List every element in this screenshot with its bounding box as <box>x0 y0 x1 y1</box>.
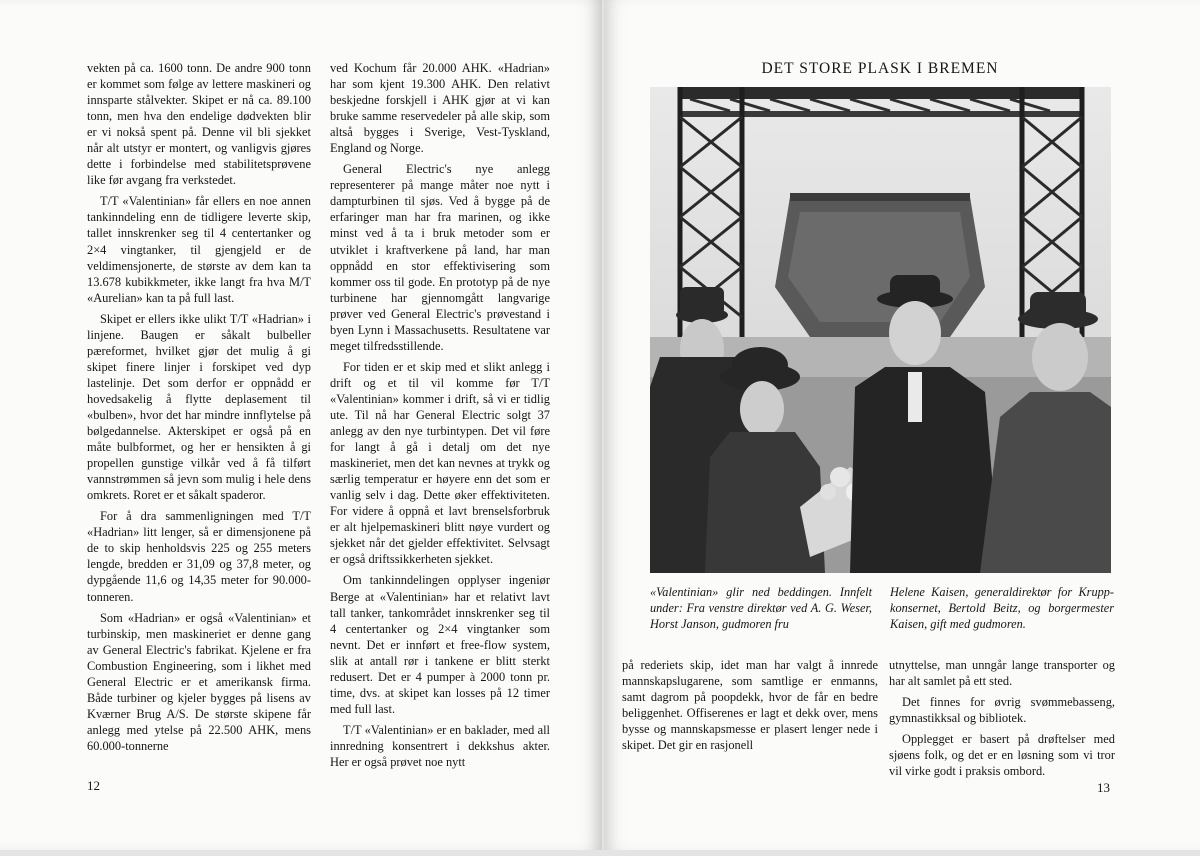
paragraph: Skipet er ellers ikke ulikt T/T «Hadrian» i linjene. Baugen er såkalt bulbeller pæreformet, hvilket gjør det mulig å gi skipet finere linjer i forskipet ved dyp lastelinje. Det som derfor er oppnådd er hovedsakelig å flytte deplasement til «bulben», hvor det har mindre innflytelse på bølgedannelse. Akterskipet er også på en måte bulbformet, og her er hensikten å gi propellen gunstige vilkår ved å få tilført vannstrømmen så jevn som mulig i hele dens omkrets. Roret er et såkalt spaderor. <box>87 311 311 503</box>
paragraph: ved Kochum får 20.000 AHK. «Hadrian» har som kjent 19.300 AHK. Den relativt beskjedne forskjell i AHK gjør at vi kan bruke samme reservedeler på alle skip, som altså bygges i Sverige, Vest-Tyskland, England og Norge. <box>330 61 550 156</box>
photo-caption-left: «Valentinian» glir ned beddingen. Innfelt under: Fra venstre direktør ved A. G. Weser, Horst Janson, gudmoren fru <box>650 585 872 631</box>
page-headline: DET STORE PLASK I BREMEN <box>761 60 999 77</box>
photo-caption-right: Helene Kaisen, generaldirektør for Krupp-konsernet, Bertold Beitz, og borgermester Kaisen, gift med gudmoren. <box>890 585 1114 631</box>
paragraph: vekten på ca. 1600 tonn. De andre 900 tonn er kommet som følge av lettere maskineri og innsparte stålvekter. Skipet er nå ca. 89.100 tonn, men hva den endelige dødvekten blir er vi nokså spent på. Denne vil bli sjekket når alt utstyr er montert, og vanligvis gjøres dette i forbindelse med stabilitetsprøvene like før avgang fra verkstedet. <box>87 61 311 188</box>
paragraph: Om tankinndelingen opplyser ingeniør Berge at «Valentinian» har et relativt lavt tall tanker, tankområdet innskrenker seg til 4 centertanker og 2×4 vingtanker som nevnt. Det er innført et free-flow system, slik at antall rør i tankene er blitt sterkt redusert. Det er 4 pumper à 2000 tonn pr. time, dvs. at skipet kan losses på 12 timer med full last. <box>330 573 550 716</box>
text-column-2 <box>330 60 550 775</box>
text-column-1 <box>87 60 311 759</box>
left-page <box>0 0 602 850</box>
ship-launch-image <box>650 87 1111 573</box>
paragraph: For å dra sammenligningen med T/T «Hadrian» litt lenger, så er dimensjonene på de to skip henholdsvis 225 og 255 meters lengde, bredden er 31,09 og 37,8 meter, og dypgående 11,6 og 14,35 meter for 90.000-tonneren. <box>87 509 311 604</box>
paragraph: Opplegget er basert på drøftelser med sjøens folk, og det er en løsning som vi tror vil virke godt i praksis ombord. <box>889 732 1115 779</box>
page-number-left: 12 <box>87 778 100 793</box>
paragraph: T/T «Valentinian» får ellers en noe annen tankinndeling enn de tidligere leverte skip, tallet innskrenker seg til 4 centertanker og 2×4 vingtanker, til gjengjeld er de veldimensjonerte, de største av dem kan ta 13.678 kubikkmeter, ikke langt fra hva M/T «Aurelian» kan ta på full last. <box>87 194 311 305</box>
paragraph: Som «Hadrian» er også «Valentinian» et turbinskip, men maskineriet er denne gang av General Electric's fabrikat. Kjelene er fra Combustion Engineering, som i likhet med General Electric er et amerikansk firma. Både turbiner og kjeler bygges på lisens av Kværner Brug A/S. De største skipene får anlegg med ytelse på 22.500 AHK, mens 60.000-tonnerne <box>87 610 311 753</box>
paragraph: For tiden er et skip med et slikt anlegg i drift og et til vil komme før T/T «Valentinian» kommer i drift, så vi er tidlig ute. Til nå har General Electric solgt 37 anlegg av den nye turbintypen. Det vil føre for langt å gå i detalj om det nye maskineriet, men det kan nevnes at trykk og særlig temperatur er høyere enn det som er vanlig selv i dag. Dette øker effektiviteten. For videre å oppnå et lavt brenselsforbruk er alt hjelpemaskineri blitt nøye vurdert og sjekket når det gjelder effektivitet. Selvsagt er også driftssikkerheten sjekket. <box>330 359 550 567</box>
launch-photo <box>650 87 1111 573</box>
paragraph: General Electric's nye anlegg representerer på mange måter noe nytt i dampturbinen til sjøs. Ved å bygge på de erfaringer man har fra marinen, og ikke minst ved å ta i bruk metoder som er utviklet i kraftverkene på land, har man oppnådd en stor effektivisering som kommer oss til gode. En prototyp på de nye turbinene har gjennomgått langvarige prøver ved General Electric's prøvestand i byen Lynn i Massachusetts. Resultatene var meget tilfredsstillende. <box>330 162 550 353</box>
text-column-3 <box>622 657 878 753</box>
text-column-4 <box>889 657 1115 784</box>
paragraph: utnyttelse, man unngår lange transporter og har alt samlet på ett sted. <box>889 658 1115 689</box>
paragraph: Det finnes for øvrig svømmebasseng, gymnastikksal og bibliotek. <box>889 695 1115 726</box>
paragraph: på rederiets skip, idet man har valgt å innrede mannskapslugarene, som samtlige er enmanns, samt dagrom på poopdekk, hvor de får en bedre beliggenhet. Offiserenes er lagt et dekk over, mens bysse og mannskapsmesse er plasert lenger nede i skipet. Det gir en rasjonell <box>622 658 878 753</box>
paragraph: T/T «Valentinian» er en baklader, med all innredning konsentrert i dekkshus akter. Her er også prøvet noe nytt <box>330 722 550 769</box>
page-number-right: 13 <box>1097 780 1110 795</box>
